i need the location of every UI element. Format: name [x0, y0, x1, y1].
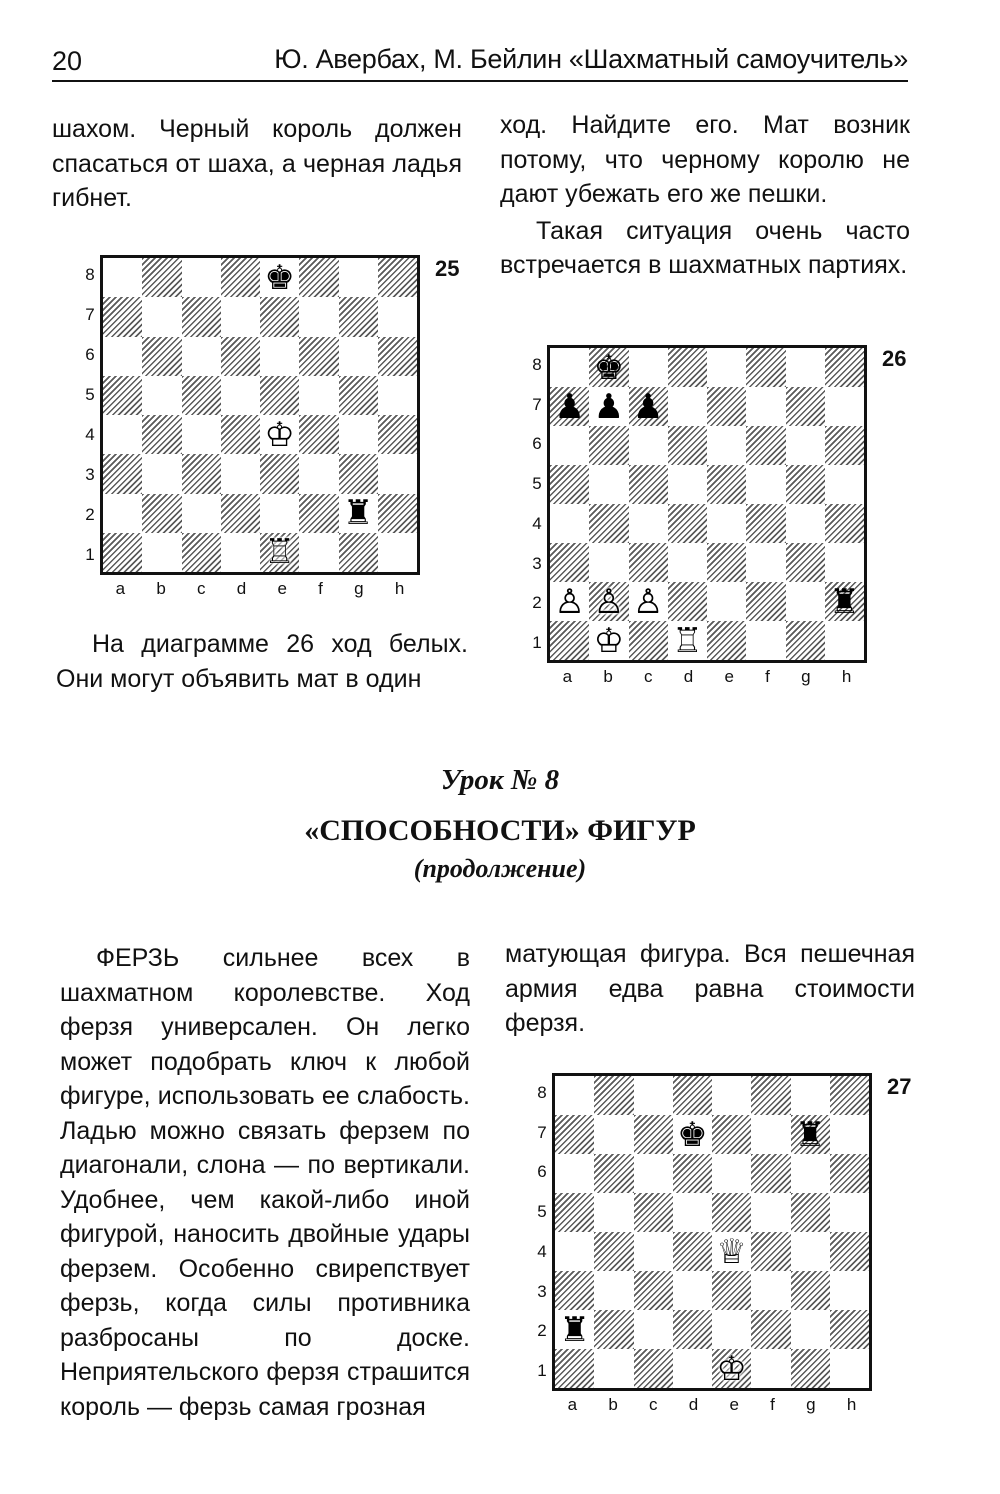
white-pawn-icon: ♙: [593, 581, 625, 622]
square-f1: [299, 533, 338, 572]
paragraph: На диаграмме 26 ход белых. Они могут объявить мат в один: [56, 630, 468, 693]
black-pawn-icon: ♟: [593, 386, 625, 427]
square-f7: [751, 1115, 790, 1154]
square-e1: [712, 1349, 751, 1388]
rank-label: 7: [532, 394, 542, 414]
file-label: d: [688, 1395, 699, 1414]
white-king-icon: ♔: [716, 1348, 747, 1389]
rank-label: 7: [537, 1122, 547, 1142]
rank-label: 1: [537, 1361, 547, 1381]
square-g5: [786, 465, 825, 504]
rank-label: 4: [537, 1241, 547, 1261]
square-g8: [786, 348, 825, 387]
rank-label: 2: [537, 1321, 547, 1341]
paragraph: шахом. Черный король должен спасаться от шаха, а черная ладья гибнет.: [52, 115, 462, 212]
square-e1: [707, 621, 746, 660]
lesson-subtitle: (продолжение): [413, 854, 587, 883]
square-a3: [555, 1271, 594, 1310]
file-label: a: [567, 1395, 578, 1414]
square-a5: [103, 376, 142, 415]
black-king-icon: ♚: [677, 1114, 708, 1155]
black-rook-icon: ♜: [794, 1114, 826, 1155]
text-mid-left: [56, 627, 468, 696]
square-g4: [791, 1232, 830, 1271]
rank-label: 5: [537, 1202, 547, 1222]
file-label: g: [801, 667, 811, 686]
file-label: e: [729, 1395, 739, 1414]
file-label: g: [806, 1395, 816, 1414]
square-c2: [634, 1310, 673, 1349]
square-b8: [142, 258, 181, 297]
square-b4: [594, 1232, 633, 1271]
square-h2: [825, 582, 864, 621]
square-c2: [629, 582, 668, 621]
square-c7: [634, 1115, 673, 1154]
chessboard: [552, 1073, 872, 1391]
file-label: g: [354, 579, 364, 598]
square-a2: [555, 1310, 594, 1349]
square-d1: [668, 621, 707, 660]
square-h7: [830, 1115, 869, 1154]
square-h4: [825, 504, 864, 543]
square-b1: [142, 533, 181, 572]
square-f1: [751, 1349, 790, 1388]
rank-label: 2: [532, 593, 542, 613]
file-label: c: [649, 1395, 658, 1414]
square-d7: [673, 1115, 712, 1154]
file-label: b: [603, 667, 613, 686]
square-b3: [142, 454, 181, 493]
square-c6: [634, 1154, 673, 1193]
rank-labels: [532, 1073, 552, 1391]
rank-label: 2: [85, 505, 95, 524]
square-g3: [339, 454, 378, 493]
file-label: h: [841, 667, 852, 686]
file-labels: [552, 1395, 872, 1419]
square-c1: [634, 1349, 673, 1388]
file-labels: [100, 579, 420, 603]
chessboard: [547, 345, 867, 663]
square-a6: [550, 426, 589, 465]
square-c5: [629, 465, 668, 504]
square-e7: [260, 297, 299, 336]
square-d1: [673, 1349, 712, 1388]
square-g1: [786, 621, 825, 660]
square-f3: [746, 543, 785, 582]
file-label: a: [115, 579, 126, 598]
square-b5: [142, 376, 181, 415]
square-a4: [550, 504, 589, 543]
file-label: h: [394, 579, 405, 598]
file-label: b: [156, 579, 166, 598]
black-king-icon: ♚: [264, 257, 295, 298]
square-d3: [668, 543, 707, 582]
square-c5: [634, 1193, 673, 1232]
square-f8: [746, 348, 785, 387]
square-d2: [221, 494, 260, 533]
square-c5: [182, 376, 221, 415]
square-h3: [825, 543, 864, 582]
square-b1: [594, 1349, 633, 1388]
rank-labels: [527, 345, 547, 663]
square-a6: [103, 337, 142, 376]
text-bottom-right: [505, 937, 915, 1041]
square-b2: [594, 1310, 633, 1349]
file-label: h: [846, 1395, 857, 1414]
file-label: d: [683, 667, 694, 686]
square-d1: [221, 533, 260, 572]
square-f5: [746, 465, 785, 504]
square-e3: [707, 543, 746, 582]
square-a8: [555, 1076, 594, 1115]
square-b4: [589, 504, 628, 543]
square-e4: [260, 415, 299, 454]
square-b6: [142, 337, 181, 376]
rank-label: 5: [532, 474, 542, 494]
square-g2: [791, 1310, 830, 1349]
square-b7: [594, 1115, 633, 1154]
white-queen-icon: ♕: [716, 1231, 747, 1272]
rank-label: 6: [85, 345, 95, 364]
square-b3: [594, 1271, 633, 1310]
square-d7: [221, 297, 260, 336]
square-d5: [668, 465, 707, 504]
square-c8: [182, 258, 221, 297]
rank-labels: [80, 255, 100, 575]
square-c3: [629, 543, 668, 582]
diagram-number: 25: [435, 256, 460, 281]
lesson-heading: «СПОСОБНОСТИ» ФИГУР: [304, 814, 696, 847]
black-pawn-icon: ♟: [554, 386, 585, 427]
paragraph: ФЕРЗЬ сильнее всех в шахматном королевстве. Ход ферзя универсален. Он легко может подобрать ключ к любой фигуре, использовать ее слабость. Ладью можно связать ферзем по диагонали, слона — по вертикали. Удобнее, чем какой-либо иной фигурой, наносить двойные удары ферзем. Особенно свирепствует ферзь, когда силы противника разбросаны по доске. Неприятельского ферзя страшится король — ферзь самая грозная: [60, 944, 470, 1421]
square-f3: [751, 1271, 790, 1310]
square-f8: [751, 1076, 790, 1115]
square-f3: [299, 454, 338, 493]
black-rook-icon: ♜: [342, 493, 374, 534]
square-f2: [746, 582, 785, 621]
square-b8: [594, 1076, 633, 1115]
square-f6: [746, 426, 785, 465]
white-pawn-icon: ♙: [632, 581, 664, 622]
square-h8: [378, 258, 417, 297]
square-h3: [830, 1271, 869, 1310]
square-g7: [786, 387, 825, 426]
square-h5: [378, 376, 417, 415]
square-c6: [182, 337, 221, 376]
square-b5: [589, 465, 628, 504]
square-a6: [555, 1154, 594, 1193]
running-title: Ю. Авербах, М. Бейлин «Шахматный самоучитель»: [274, 44, 908, 74]
file-label: a: [562, 667, 573, 686]
white-king-icon: ♔: [593, 620, 625, 661]
rank-label: 3: [532, 553, 542, 573]
square-a5: [550, 465, 589, 504]
square-h3: [378, 454, 417, 493]
square-c7: [629, 387, 668, 426]
square-h2: [830, 1310, 869, 1349]
square-f5: [751, 1193, 790, 1232]
file-label: f: [765, 667, 770, 686]
square-d4: [221, 415, 260, 454]
rank-label: 7: [85, 305, 95, 324]
rank-label: 5: [85, 385, 95, 404]
square-a2: [550, 582, 589, 621]
file-label: b: [608, 1395, 618, 1414]
square-a1: [550, 621, 589, 660]
white-rook-icon: ♖: [672, 620, 703, 661]
square-b8: [589, 348, 628, 387]
square-g1: [339, 533, 378, 572]
square-e2: [260, 494, 299, 533]
square-a4: [103, 415, 142, 454]
square-c6: [629, 426, 668, 465]
square-b3: [589, 543, 628, 582]
square-f2: [299, 494, 338, 533]
square-a5: [555, 1193, 594, 1232]
square-e5: [260, 376, 299, 415]
diagram-number: 26: [882, 346, 907, 371]
square-h6: [830, 1154, 869, 1193]
square-f7: [299, 297, 338, 336]
file-label: c: [197, 579, 206, 598]
square-h8: [825, 348, 864, 387]
square-a7: [550, 387, 589, 426]
text-bottom-left: [60, 941, 470, 1424]
square-e2: [707, 582, 746, 621]
square-g6: [339, 337, 378, 376]
chess-diagram-25: [80, 255, 480, 605]
square-f4: [746, 504, 785, 543]
square-h1: [825, 621, 864, 660]
square-d4: [673, 1232, 712, 1271]
square-b4: [142, 415, 181, 454]
square-b1: [589, 621, 628, 660]
square-f4: [299, 415, 338, 454]
square-a7: [555, 1115, 594, 1154]
square-c3: [182, 454, 221, 493]
square-f5: [299, 376, 338, 415]
paragraph: Такая ситуация очень часто встречается в шахматных партиях.: [500, 216, 910, 279]
rank-label: 3: [85, 465, 95, 484]
white-pawn-icon: ♙: [554, 581, 585, 622]
square-e4: [712, 1232, 751, 1271]
square-a3: [103, 454, 142, 493]
square-e7: [712, 1115, 751, 1154]
rank-label: 8: [537, 1082, 547, 1102]
square-e3: [712, 1271, 751, 1310]
square-d7: [668, 387, 707, 426]
square-g7: [339, 297, 378, 336]
rank-label: 3: [537, 1281, 547, 1301]
square-g7: [791, 1115, 830, 1154]
square-e5: [712, 1193, 751, 1232]
square-c1: [182, 533, 221, 572]
square-e2: [712, 1310, 751, 1349]
square-c8: [629, 348, 668, 387]
square-a4: [555, 1232, 594, 1271]
square-h5: [825, 465, 864, 504]
square-d3: [673, 1271, 712, 1310]
square-d2: [673, 1310, 712, 1349]
square-g2: [339, 494, 378, 533]
black-rook-icon: ♜: [829, 581, 860, 622]
square-d5: [221, 376, 260, 415]
file-labels: [547, 667, 867, 691]
square-a1: [555, 1349, 594, 1388]
square-e5: [707, 465, 746, 504]
file-label: e: [724, 667, 734, 686]
square-d8: [673, 1076, 712, 1115]
header-divider: [52, 80, 908, 82]
chess-diagram-26: [527, 345, 927, 695]
square-c2: [182, 494, 221, 533]
square-b6: [594, 1154, 633, 1193]
black-pawn-icon: ♟: [632, 386, 664, 427]
square-d6: [668, 426, 707, 465]
rank-label: 4: [532, 513, 542, 533]
square-f8: [299, 258, 338, 297]
square-a7: [103, 297, 142, 336]
square-g5: [791, 1193, 830, 1232]
white-king-icon: ♔: [264, 414, 295, 455]
square-g4: [786, 504, 825, 543]
rank-label: 8: [532, 354, 542, 374]
square-e4: [707, 504, 746, 543]
square-h7: [378, 297, 417, 336]
square-e7: [707, 387, 746, 426]
square-a8: [550, 348, 589, 387]
lesson-title: Урок № 8: [440, 764, 560, 796]
rank-label: 1: [85, 545, 95, 564]
square-c8: [634, 1076, 673, 1115]
square-c7: [182, 297, 221, 336]
square-e1: [260, 533, 299, 572]
square-h6: [378, 337, 417, 376]
page-number: 20: [52, 46, 83, 76]
diagram-number: 27: [887, 1074, 912, 1099]
square-g6: [786, 426, 825, 465]
square-e8: [712, 1076, 751, 1115]
square-b2: [589, 582, 628, 621]
square-c4: [634, 1232, 673, 1271]
square-h6: [825, 426, 864, 465]
file-label: f: [770, 1395, 775, 1414]
square-c4: [182, 415, 221, 454]
square-d8: [668, 348, 707, 387]
square-g1: [791, 1349, 830, 1388]
white-rook-icon: ♖: [264, 532, 295, 573]
black-king-icon: ♚: [593, 347, 625, 388]
square-d8: [221, 258, 260, 297]
square-g4: [339, 415, 378, 454]
square-h4: [378, 415, 417, 454]
text-top-left: [52, 112, 462, 216]
square-e8: [260, 258, 299, 297]
square-e6: [712, 1154, 751, 1193]
file-label: e: [277, 579, 287, 598]
text-top-right: [500, 108, 910, 283]
square-f6: [751, 1154, 790, 1193]
square-e8: [707, 348, 746, 387]
paragraph: ход. Найдите его. Мат возник потому, что черному королю не дают убежать его же пешки.: [500, 111, 910, 208]
square-g3: [791, 1271, 830, 1310]
square-g5: [339, 376, 378, 415]
square-h1: [830, 1349, 869, 1388]
square-f2: [751, 1310, 790, 1349]
file-label: f: [318, 579, 323, 598]
square-e6: [707, 426, 746, 465]
square-b6: [589, 426, 628, 465]
square-e3: [260, 454, 299, 493]
square-g2: [786, 582, 825, 621]
square-h1: [378, 533, 417, 572]
square-d2: [668, 582, 707, 621]
rank-label: 6: [532, 434, 542, 454]
square-c1: [629, 621, 668, 660]
square-b5: [594, 1193, 633, 1232]
square-d4: [668, 504, 707, 543]
black-rook-icon: ♜: [559, 1309, 590, 1350]
square-b2: [142, 494, 181, 533]
rank-label: 6: [537, 1162, 547, 1182]
square-d6: [221, 337, 260, 376]
chess-diagram-27: [532, 1073, 932, 1423]
square-f1: [746, 621, 785, 660]
square-h8: [830, 1076, 869, 1115]
square-b7: [142, 297, 181, 336]
square-g6: [791, 1154, 830, 1193]
square-c4: [629, 504, 668, 543]
rank-label: 1: [532, 633, 542, 653]
square-d6: [673, 1154, 712, 1193]
square-f4: [751, 1232, 790, 1271]
square-f6: [299, 337, 338, 376]
square-d5: [673, 1193, 712, 1232]
square-a8: [103, 258, 142, 297]
square-b7: [589, 387, 628, 426]
file-label: c: [644, 667, 653, 686]
square-h4: [830, 1232, 869, 1271]
rank-label: 4: [85, 425, 95, 444]
square-a2: [103, 494, 142, 533]
square-a3: [550, 543, 589, 582]
paragraph: матующая фигура. Вся пешечная армия едва равна стоимости ферзя.: [505, 940, 915, 1037]
square-g8: [791, 1076, 830, 1115]
square-f7: [746, 387, 785, 426]
square-g8: [339, 258, 378, 297]
file-label: d: [236, 579, 247, 598]
square-g3: [786, 543, 825, 582]
square-d3: [221, 454, 260, 493]
square-h2: [378, 494, 417, 533]
rank-label: 8: [85, 265, 95, 284]
square-h5: [830, 1193, 869, 1232]
square-e6: [260, 337, 299, 376]
square-c3: [634, 1271, 673, 1310]
chessboard: [100, 255, 420, 575]
square-h7: [825, 387, 864, 426]
square-a1: [103, 533, 142, 572]
